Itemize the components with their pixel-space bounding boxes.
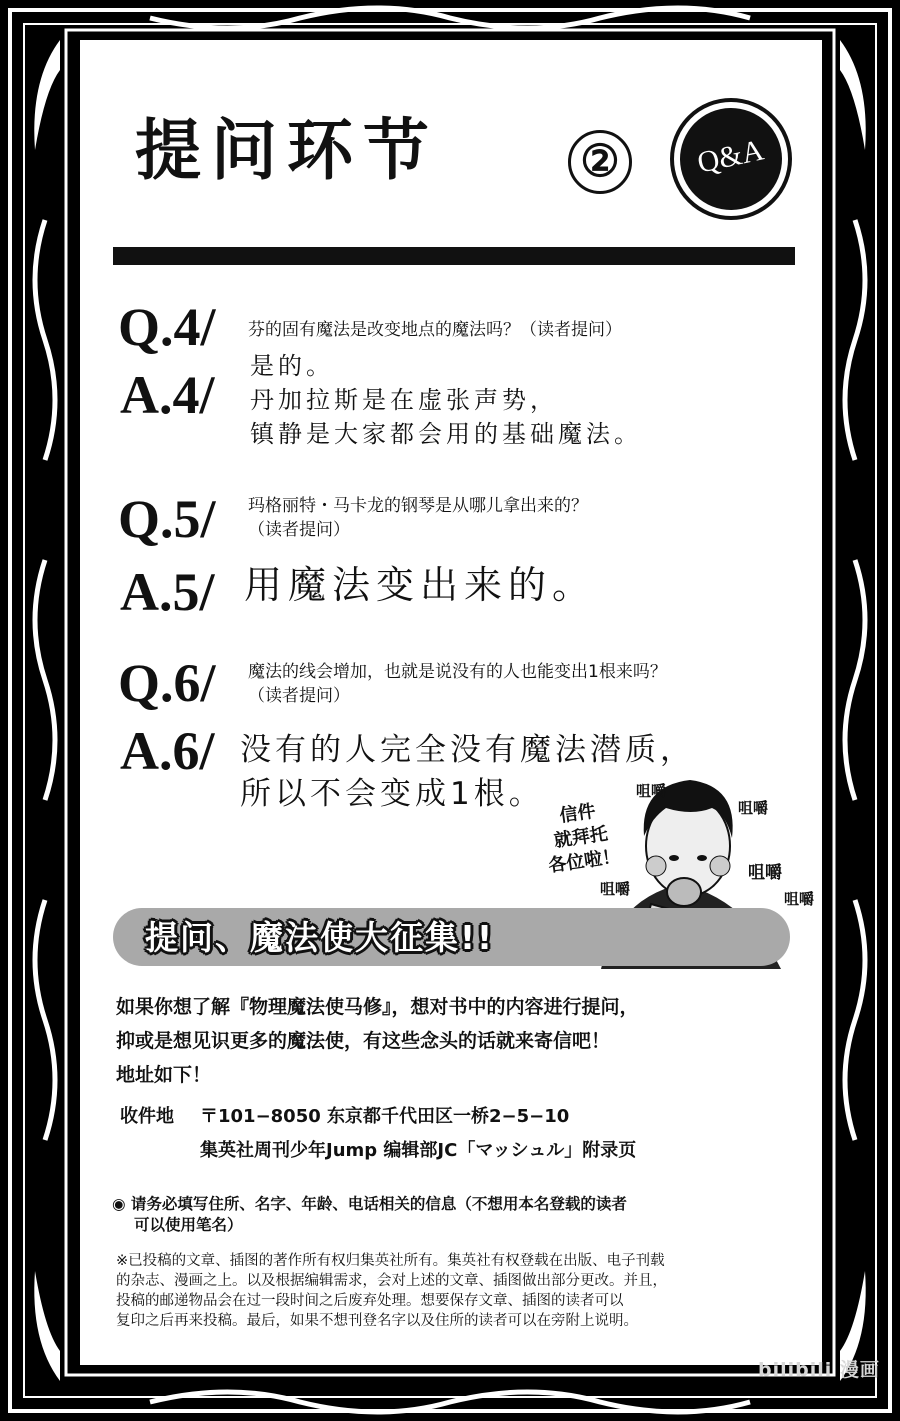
a4-label: A.4/ [120, 365, 215, 425]
title-number: ② [568, 130, 632, 194]
address-line-2: 集英社周刊少年Jump 编辑部JC「マッシュル」附录页 [200, 1140, 637, 1161]
note-line: 投稿的邮递物品会在过一段时间之后废弃处理。想要保存文章、插图的读者可以 [116, 1293, 624, 1309]
intro-line: 如果你想了解『物理魔法使马修』，想对书中的内容进行提问， [116, 996, 639, 1018]
q5-line: （读者提问） [248, 520, 350, 540]
a4-answer [250, 349, 642, 451]
sfx-chew: 咀嚼 [600, 880, 631, 898]
a4-line: 镇静是大家都会用的基础魔法。 [250, 420, 642, 448]
q4-label: Q.4/ [118, 297, 216, 357]
address-line-1: 〒101−8050 东京都千代田区一桥2−5−10 [200, 1106, 570, 1127]
note-line: ※已投稿的文章、插图的著作所有权归集英社所有。集英社有权登载在出版、电子刊载 [116, 1253, 665, 1269]
q6-label: Q.6/ [118, 653, 216, 713]
speech-line: 信件 [558, 800, 597, 827]
qa-badge-label: Q&A [671, 99, 792, 220]
q6-line: （读者提问） [248, 686, 350, 706]
a5-label: A.5/ [120, 562, 215, 622]
a6-label: A.6/ [120, 721, 215, 781]
intro-line: 抑或是想见识更多的魔法使，有这些念头的话就来寄信吧！ [116, 1030, 611, 1052]
banner-title: 提问、魔法使大征集!! [145, 918, 495, 957]
intro-line: 地址如下！ [116, 1064, 212, 1086]
a6-line: 没有的人完全没有魔法潜质， [240, 732, 695, 768]
q5-line: 玛格丽特・马卡龙的钢琴是从哪儿拿出来的？ [248, 496, 588, 516]
q4-question: 芬的固有魔法是改变地点的魔法吗？（读者提问） [248, 320, 622, 340]
speech-line: 就拜托 [552, 823, 610, 852]
q5-label: Q.5/ [118, 489, 216, 549]
sfx-chew: 咀嚼 [738, 799, 769, 817]
copyright-note [116, 1251, 786, 1331]
speech-line: 各位啦！ [547, 845, 622, 877]
title-underline [113, 247, 795, 265]
required-info-note [112, 1194, 782, 1236]
submission-intro [116, 990, 796, 1092]
a6-line: 所以不会变成1根。 [240, 776, 544, 812]
speech-text [537, 797, 624, 879]
address-label: 收件地 [120, 1106, 174, 1127]
sfx-chew: 咀嚼 [748, 863, 782, 883]
note-line: 可以使用笔名） [134, 1216, 243, 1234]
watermark: bilibili 漫画 [758, 1359, 880, 1381]
qa-badge [670, 98, 792, 220]
a4-line: 丹加拉斯是在虚张声势， [250, 386, 558, 414]
note-line: 的杂志、漫画之上。以及根据编辑需求，会对上述的文章、插图做出部分更改。并且， [116, 1273, 667, 1289]
note-line: 复印之后再来投稿。最后，如果不想刊登名字以及住所的读者可以在旁附上说明。 [116, 1313, 638, 1329]
page-title: 提问环节 [135, 112, 439, 189]
a5-answer: 用魔法变出来的。 [244, 563, 597, 607]
q5-question [248, 494, 588, 542]
q6-line: 魔法的线会增加，也就是说没有的人也能变出1根来吗？ [248, 662, 667, 682]
note-line: ◉ 请务必填写住所、名字、年龄、电话相关的信息（不想用本名登载的读者 [112, 1195, 627, 1213]
a4-line: 是的。 [250, 352, 334, 380]
sfx-chew: 咀嚼 [636, 782, 667, 800]
sfx-chew: 咀嚼 [784, 890, 815, 908]
q6-question [248, 660, 667, 708]
